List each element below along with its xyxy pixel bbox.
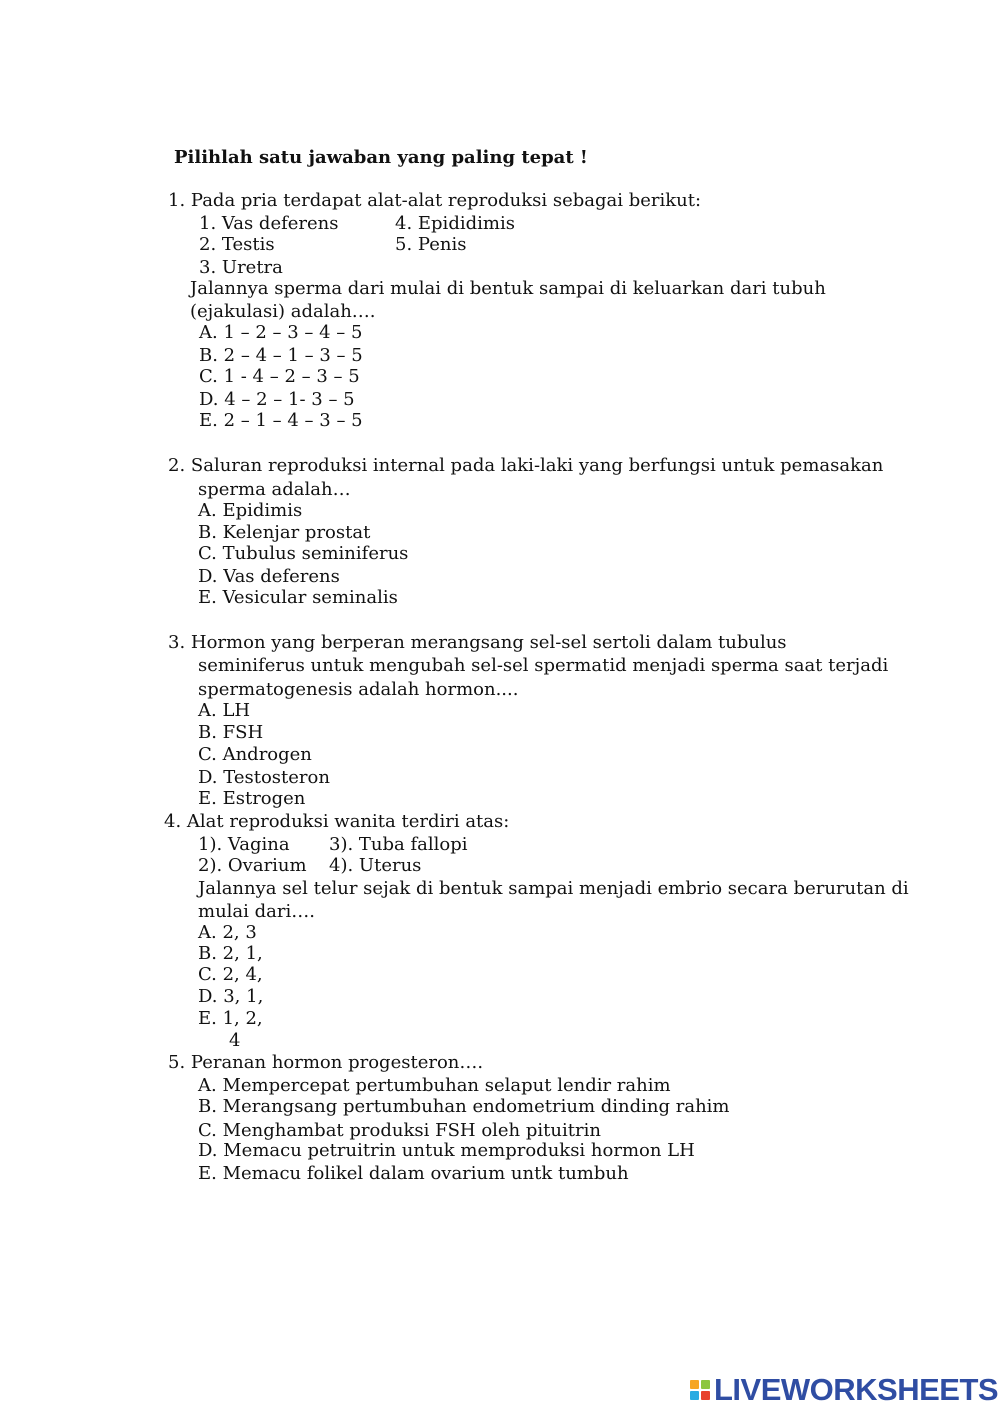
q1-item: 3. Uretra: [199, 257, 283, 278]
q1-option-e[interactable]: E. 2 – 1 – 4 – 3 – 5: [199, 410, 363, 431]
q3-option-d[interactable]: D. Testosteron: [198, 767, 330, 788]
q3-option-c[interactable]: C. Androgen: [198, 744, 312, 765]
q4-option-c[interactable]: C. 2, 4,: [198, 964, 263, 985]
q4-option-d[interactable]: D. 3, 1,: [198, 986, 264, 1007]
q5-option-e[interactable]: E. Memacu folikel dalam ovarium untk tumbuh: [198, 1163, 629, 1184]
q4-question-line: mulai dari….: [198, 901, 315, 922]
q1-item: 2. Testis: [199, 234, 275, 255]
q3-option-b[interactable]: B. FSH: [198, 722, 264, 743]
q1-item: 1. Vas deferens: [199, 213, 339, 234]
q2-option-a[interactable]: A. Epidimis: [198, 500, 303, 521]
q4-clipped-digit: 4: [229, 1030, 241, 1051]
instruction-heading: Pilihlah satu jawaban yang paling tepat !: [174, 147, 588, 168]
q1-item: 5. Penis: [395, 234, 467, 255]
q1-question-line: Jalannya sperma dari mulai di bentuk sampai di keluarkan dari tubuh: [190, 278, 826, 299]
q1-item: 4. Epididimis: [395, 213, 515, 234]
q4-item: 2). Ovarium: [198, 855, 307, 876]
question-3-text: seminiferus untuk mengubah sel-sel spermatid menjadi sperma saat terjadi: [198, 655, 889, 676]
question-5-text: 5. Peranan hormon progesteron….: [168, 1052, 484, 1073]
question-3-text: spermatogenesis adalah hormon....: [198, 679, 519, 700]
logo-square-icon: [690, 1380, 699, 1389]
q5-option-c[interactable]: C. Menghambat produksi FSH oleh pituitrin: [198, 1120, 601, 1141]
q1-option-a[interactable]: A. 1 – 2 – 3 – 4 – 5: [199, 322, 363, 343]
logo-square-icon: [690, 1391, 699, 1400]
q4-question-line: Jalannya sel telur sejak di bentuk sampai menjadi embrio secara berurutan di: [198, 878, 909, 899]
q3-option-e[interactable]: E. Estrogen: [198, 788, 306, 809]
q5-option-b[interactable]: B. Merangsang pertumbuhan endometrium dinding rahim: [198, 1096, 730, 1117]
liveworksheets-logo-icon: [690, 1380, 710, 1400]
logo-square-icon: [701, 1391, 710, 1400]
q4-item: 3). Tuba fallopi: [329, 834, 468, 855]
q1-option-c[interactable]: C. 1 - 4 – 2 – 3 – 5: [199, 366, 360, 387]
q5-option-a[interactable]: A. Mempercepat pertumbuhan selaput lendir rahim: [198, 1075, 671, 1096]
q4-item: 4). Uterus: [329, 855, 422, 876]
q4-option-e[interactable]: E. 1, 2,: [198, 1008, 263, 1029]
q5-option-d[interactable]: D. Memacu petruitrin untuk memproduksi hormon LH: [198, 1140, 695, 1161]
q1-question-line: (ejakulasi) adalah….: [190, 301, 376, 322]
question-1-text: 1. Pada pria terdapat alat-alat reproduksi sebagai berikut:: [168, 190, 702, 211]
question-4-text: 4. Alat reproduksi wanita terdiri atas:: [164, 811, 510, 832]
q2-option-e[interactable]: E. Vesicular seminalis: [198, 587, 398, 608]
q1-option-b[interactable]: B. 2 – 4 – 1 – 3 – 5: [199, 345, 363, 366]
question-3-text: 3. Hormon yang berperan merangsang sel-sel sertoli dalam tubulus: [168, 632, 787, 653]
logo-square-icon: [701, 1380, 710, 1389]
question-2-text: sperma adalah…: [198, 479, 351, 500]
liveworksheets-brand-text: LIVEWORKSHEETS: [714, 1372, 999, 1407]
q3-option-a[interactable]: A. LH: [198, 700, 251, 721]
question-2-text: 2. Saluran reproduksi internal pada laki-laki yang berfungsi untuk pemasakan: [168, 455, 884, 476]
q2-option-c[interactable]: C. Tubulus seminiferus: [198, 543, 409, 564]
liveworksheets-logo[interactable]: [690, 1372, 998, 1408]
q4-option-a[interactable]: A. 2, 3: [198, 922, 257, 943]
q4-option-b[interactable]: B. 2, 1,: [198, 943, 263, 964]
q2-option-b[interactable]: B. Kelenjar prostat: [198, 522, 371, 543]
q1-option-d[interactable]: D. 4 – 2 – 1- 3 – 5: [199, 389, 355, 410]
q2-option-d[interactable]: D. Vas deferens: [198, 566, 340, 587]
q4-item: 1). Vagina: [198, 834, 290, 855]
